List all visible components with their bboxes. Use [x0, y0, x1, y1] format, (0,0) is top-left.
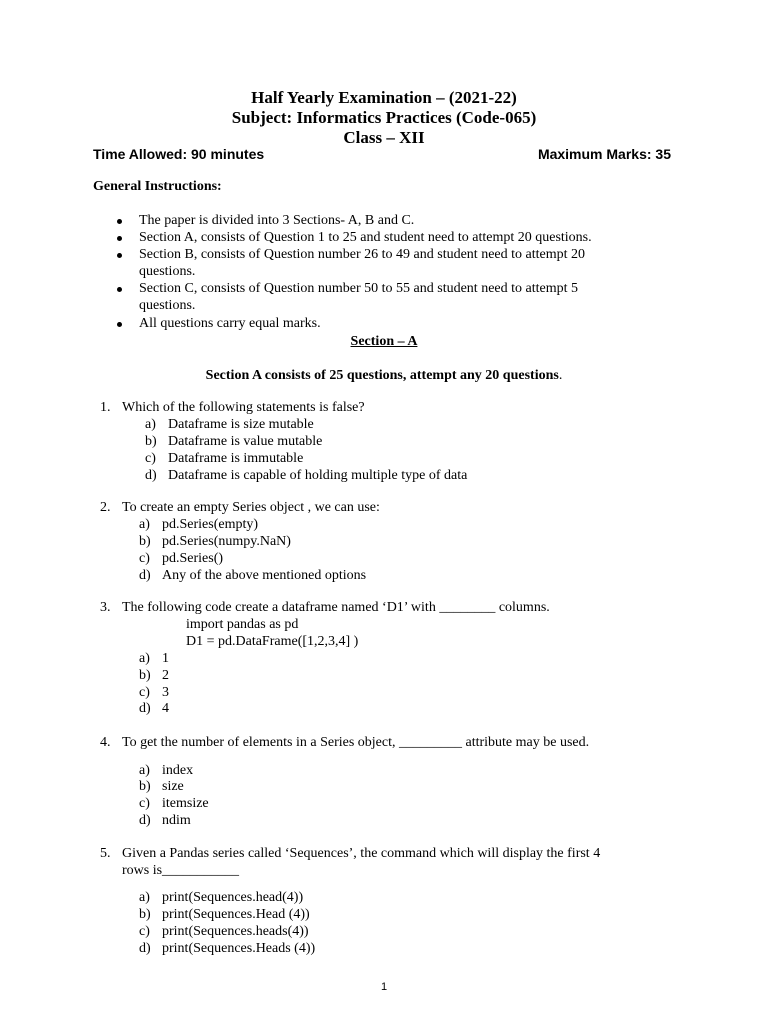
option-label: d) [145, 468, 157, 483]
section-title: Section – A [350, 334, 418, 349]
bullet-icon [117, 322, 122, 327]
section-subtitle-text: Section A consists of 25 questions, attempt any 20 questions [205, 368, 559, 383]
option-label: b) [139, 779, 151, 794]
instruction-item-continued: questions. [139, 264, 196, 279]
option-label: b) [145, 434, 157, 449]
option-text: print(Sequences.heads(4)) [162, 924, 309, 939]
question-number: 4. [100, 735, 111, 750]
option-text: pd.Series(numpy.NaN) [162, 534, 291, 549]
option-text: index [162, 763, 194, 778]
answer-blank: _____ [460, 600, 496, 615]
question-number: 2. [100, 500, 111, 515]
option-text: 2 [162, 668, 169, 683]
option-label: c) [139, 551, 150, 566]
bullet-icon [117, 236, 122, 241]
subject-title: Subject: Informatics Practices (Code-065) [231, 108, 537, 127]
option-text: print(Sequences.Head (4)) [162, 907, 310, 922]
option-label: c) [139, 796, 150, 811]
option-label: a) [139, 890, 150, 905]
instruction-item: The paper is divided into 3 Sections- A, B and C. [139, 213, 415, 228]
time-allowed: Time Allowed: 90 minutes [93, 146, 265, 162]
question-text: To get the number of elements in a Series object, _________ attribute may be used. [122, 735, 590, 750]
instruction-item: Section C, consists of Question number 50 to 55 and student need to attempt 5 [139, 281, 578, 296]
question-text-main: The following code create a dataframe named ‘D1’ with ___ [122, 600, 461, 615]
option-text: 4 [162, 701, 169, 716]
option-label: c) [145, 451, 156, 466]
option-label: b) [139, 534, 151, 549]
option-text: pd.Series(empty) [162, 517, 259, 532]
instruction-item-continued: questions. [139, 298, 196, 313]
option-label: a) [139, 517, 150, 532]
option-text: pd.Series() [162, 551, 224, 566]
question-text: Given a Pandas series called ‘Sequences’, the command which will display the first 4 [122, 846, 601, 861]
class-title: Class – XII [343, 128, 425, 147]
bullet-icon [117, 219, 122, 224]
question-number: 1. [100, 400, 111, 415]
instruction-item: Section B, consists of Question number 26 to 49 and student need to attempt 20 [139, 247, 585, 262]
page-number: 1 [380, 981, 388, 993]
option-label: a) [139, 651, 150, 666]
option-label: b) [139, 668, 151, 683]
question-text: To create an empty Series object , we can use: [122, 500, 380, 515]
option-text: size [162, 779, 184, 794]
code-line: import pandas as pd [186, 617, 299, 632]
maximum-marks: Maximum Marks: 35 [537, 146, 671, 162]
option-label: d) [139, 941, 151, 956]
question-text-continued: rows is___________ [122, 863, 240, 878]
option-text: Any of the above mentioned options [162, 568, 367, 583]
section-subtitle-period: . [558, 368, 563, 383]
instruction-item: All questions carry equal marks. [139, 316, 321, 331]
option-text: Dataframe is size mutable [168, 417, 314, 432]
option-text: Dataframe is immutable [168, 451, 304, 466]
option-label: b) [139, 907, 151, 922]
instruction-item: Section A, consists of Question 1 to 25 and student need to attempt 20 questions. [139, 230, 592, 245]
question-text [122, 599, 550, 616]
option-label: c) [139, 685, 150, 700]
question-text-end: columns. [495, 600, 550, 615]
option-text: 3 [162, 685, 169, 700]
option-text: itemsize [162, 796, 209, 811]
bullet-icon [117, 287, 122, 292]
section-subtitle [0, 367, 768, 384]
general-instructions-heading: General Instructions: [93, 179, 222, 194]
option-text: Dataframe is capable of holding multiple type of data [168, 468, 468, 483]
option-text: 1 [162, 651, 169, 666]
option-label: c) [139, 924, 150, 939]
code-line: D1 = pd.DataFrame([1,2,3,4] ) [186, 634, 359, 649]
option-label: d) [139, 701, 151, 716]
option-text: print(Sequences.Heads (4)) [162, 941, 316, 956]
option-label: a) [139, 763, 150, 778]
option-label: d) [139, 813, 151, 828]
option-text: Dataframe is value mutable [168, 434, 323, 449]
question-number: 5. [100, 846, 111, 861]
bullet-icon [117, 253, 122, 258]
question-number: 3. [100, 600, 111, 615]
exam-title: Half Yearly Examination – (2021-22) [251, 88, 517, 107]
option-text: ndim [162, 813, 191, 828]
question-text: Which of the following statements is false? [122, 400, 365, 415]
option-text: print(Sequences.head(4)) [162, 890, 304, 905]
option-label: d) [139, 568, 151, 583]
option-label: a) [145, 417, 156, 432]
